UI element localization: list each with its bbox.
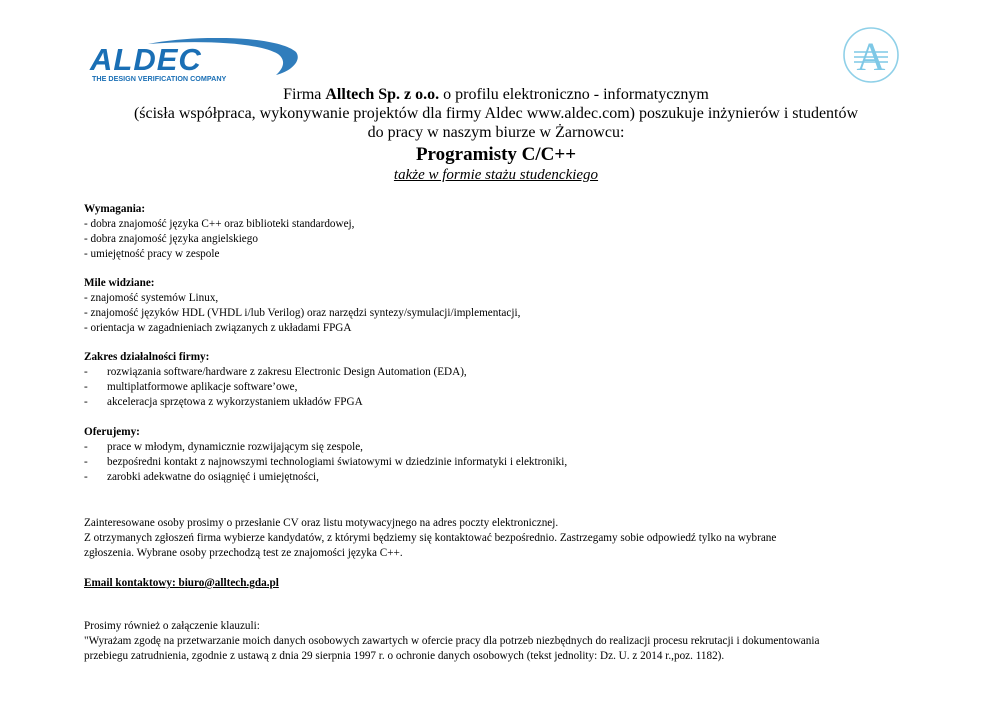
list-item-text: bezpośredni kontakt z najnowszymi technologiami światowymi w dziedzinie informatyki i elektroniki,: [107, 456, 568, 468]
dash-bullet: -: [84, 471, 88, 483]
list-item: [84, 470, 924, 485]
header-suffix: o profilu elektroniczno - informatycznym: [439, 86, 709, 103]
list-item: [84, 440, 924, 455]
clause-line-2: "Wyrażam zgodę na przetwarzanie moich danych osobowych zawartych w ofercie pracy dla potrzeb niezbędnych do realizacji procesu rekrutacji i dokumentowania: [84, 635, 820, 647]
alltech-logo-letter: A: [856, 34, 886, 79]
header-prefix: Firma: [283, 86, 326, 103]
list-item: - umiejętność pracy w zespole: [84, 248, 220, 260]
contact-line-2: Z otrzymanych zgłoszeń firma wybierze kandydatów, z którymi będziemy się kontaktować bezpośrednio. Zastrzegamy sobie odpowiedź tylko na wybrane: [84, 532, 777, 544]
list-item-text: akceleracja sprzętowa z wykorzystaniem układów FPGA: [107, 396, 363, 408]
list-item: - dobra znajomość języka C++ oraz biblioteki standardowej,: [84, 218, 355, 230]
company-scope-section: [84, 350, 924, 410]
list-item: [84, 380, 924, 395]
nice-to-have-heading: Mile widziane:: [84, 277, 155, 289]
clause-line-1: Prosimy również o załączenie klauzuli:: [84, 620, 260, 632]
list-item: - znajomość języków HDL (VHDL i/lub Verilog) oraz narzędzi syntezy/symulacji/implementacji,: [84, 307, 521, 319]
list-item: [84, 365, 924, 380]
header: [0, 85, 992, 185]
offer-heading: Oferujemy:: [84, 426, 140, 438]
list-item-text: zarobki adekwatne do osiągnięć i umiejętności,: [107, 471, 319, 483]
header-line-3: do pracy w naszym biurze w Żarnowcu:: [367, 124, 625, 141]
company-name: Alltech Sp. z o.o.: [325, 86, 440, 103]
aldec-logo-text: ALDEC: [90, 42, 202, 77]
requirements-section: [84, 202, 924, 262]
job-subtitle: także w formie stażu studenckiego: [393, 167, 599, 183]
requirements-heading: Wymagania:: [84, 203, 146, 215]
nice-to-have-section: [84, 276, 924, 336]
dash-bullet: -: [84, 441, 88, 453]
list-item-text: multiplatformowe aplikacje software’owe,: [107, 381, 298, 393]
contact-line-3: zgłoszenia. Wybrane osoby przechodzą test ze znajomości języka C++.: [84, 547, 403, 559]
list-item: - dobra znajomość języka angielskiego: [84, 233, 258, 245]
clause-line-3: przebiegu zatrudnienia, zgodnie z ustawą z dnia 29 sierpnia 1997 r. o ochronie danych osobowych (tekst jednolity: Dz. U. z 2014 r.,poz. 1182).: [84, 650, 725, 662]
header-line-1: [0, 85, 992, 104]
contact-email[interactable]: Email kontaktowy: biuro@alltech.gda.pl: [84, 577, 279, 589]
list-item: [84, 395, 924, 410]
contact-instructions: [84, 516, 924, 561]
list-item: - orientacja w zagadnieniach związanych z układami FPGA: [84, 322, 352, 334]
consent-clause: [84, 619, 924, 664]
aldec-logo: [88, 38, 300, 84]
dash-bullet: -: [84, 381, 88, 393]
company-scope-heading: Zakres działalności firmy:: [84, 351, 210, 363]
contact-line-1: Zainteresowane osoby prosimy o przesłanie CV oraz listu motywacyjnego na adres poczty elektronicznej.: [84, 517, 559, 529]
list-item-text: prace w młodym, dynamicznie rozwijającym się zespole,: [107, 441, 363, 453]
list-item: - znajomość systemów Linux,: [84, 292, 219, 304]
list-item-text: rozwiązania software/hardware z zakresu Electronic Design Automation (EDA),: [107, 366, 467, 378]
job-title: Programisty C/C++: [415, 144, 577, 165]
header-line-2: (ścisła współpraca, wykonywanie projektów dla firmy Aldec www.aldec.com) poszukuje inżynierów i studentów: [133, 105, 859, 122]
aldec-tagline: THE DESIGN VERIFICATION COMPANY: [92, 74, 227, 83]
offer-section: [84, 425, 924, 485]
list-item: [84, 455, 924, 470]
dash-bullet: -: [84, 456, 88, 468]
dash-bullet: -: [84, 396, 88, 408]
dash-bullet: -: [84, 366, 88, 378]
alltech-logo: [842, 26, 900, 84]
